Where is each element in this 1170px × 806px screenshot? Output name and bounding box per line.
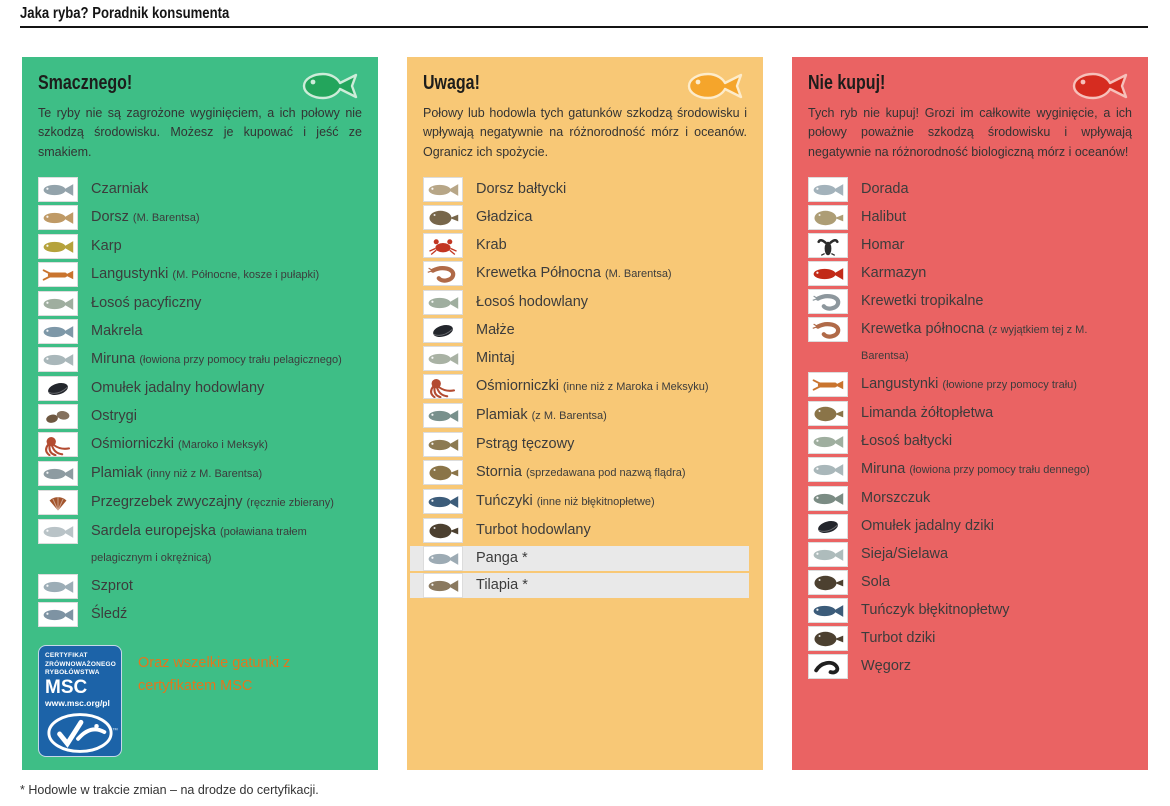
panel-title: Uwaga! — [423, 72, 480, 94]
fish-note: (M. Barentsa) — [132, 212, 200, 225]
fish-icon — [38, 574, 78, 599]
fish-list — [38, 177, 362, 627]
fish-icon — [808, 177, 848, 202]
fish-icon — [423, 290, 463, 315]
fish-note: (poławiana trałem pelagicznym i okrężnicą) — [91, 526, 307, 565]
langoustine-icon — [808, 372, 848, 397]
fish-name: Tilapia * — [476, 577, 528, 594]
flatfish-icon — [423, 518, 463, 543]
footnote: * Hodowle w trakcie zmian – na drodze do certyfikacji. — [20, 783, 319, 797]
fish-icon — [38, 319, 78, 344]
msc-url: www.msc.org/pl — [45, 698, 110, 709]
msc-section — [38, 645, 362, 757]
fish-name: Ośmiorniczki (inne niż z Maroka i Meksyku) — [476, 378, 709, 395]
fish-name: Krewetki tropikalne — [861, 293, 984, 310]
fish-icon — [808, 598, 848, 623]
fish-note: (M. Północne, kosze i pułapki) — [172, 269, 320, 282]
msc-cert-text: CERTYFIKAT ZRÓWNOWAŻONEGO RYBOŁÓWSTWA — [45, 652, 117, 676]
fish-name: Tuńczyki (inne niż błękitnopłetwe) — [476, 493, 655, 510]
list-item — [808, 261, 1132, 286]
fish-icon — [38, 461, 78, 486]
fish-name: Omułek jadalny dziki — [861, 518, 994, 535]
fish-note: (inne niż z Maroka i Meksyku) — [563, 381, 709, 394]
fish-icon — [423, 346, 463, 371]
list-item — [410, 546, 749, 571]
fish-note: (inny niż z M. Barentsa) — [146, 468, 263, 481]
langoustine-icon — [38, 262, 78, 287]
eel-icon — [808, 654, 848, 679]
fish-list — [423, 177, 747, 598]
list-item — [808, 233, 1132, 258]
fish-name: Sardela europejska (poławiana trałem pelagicznym i okrężnicą) — [91, 523, 307, 565]
list-item — [38, 461, 362, 487]
fish-icon — [808, 429, 848, 454]
panel-title: Smacznego! — [38, 72, 133, 94]
fish-icon — [423, 403, 463, 428]
list-item — [808, 205, 1132, 230]
list-item — [808, 429, 1132, 454]
list-item — [423, 318, 747, 343]
msc-logo — [38, 645, 122, 757]
fish-name: Sieja/Sielawa — [861, 546, 949, 563]
fish-name: Czarniak — [91, 181, 149, 198]
panel-good — [22, 57, 378, 770]
fish-name: Pstrąg tęczowy — [476, 436, 575, 453]
fish-name: Krewetka Północna (M. Barentsa) — [476, 265, 672, 282]
fish-name: Panga * — [476, 550, 528, 567]
list-item — [808, 598, 1132, 623]
list-item — [38, 291, 362, 316]
panel-warning — [407, 57, 763, 770]
fish-icon — [423, 546, 463, 571]
panel-dont-buy — [792, 57, 1148, 770]
fish-note: (łowiona przy pomocy trału pelagicznego) — [139, 354, 342, 367]
list-item — [423, 177, 747, 202]
lobster-icon — [808, 233, 848, 258]
fish-name: Węgorz — [861, 658, 911, 675]
panel-intro: Te ryby nie są zagrożone wyginięciem, a ich połowy nie szkodzą środowisku. Możesz je kupować i jeść ze smakiem. — [38, 106, 362, 159]
fish-name: Łosoś bałtycki — [861, 433, 953, 450]
fish-icon — [38, 291, 78, 316]
fish-note: (sprzedawana pod nazwą flądra) — [525, 467, 686, 480]
fish-name: Łosoś hodowlany — [476, 294, 589, 311]
fish-note: (z M. Barentsa) — [531, 410, 607, 423]
shrimp-icon — [808, 317, 848, 342]
fish-name: Omułek jadalny hodowlany — [91, 380, 265, 397]
panel-intro: Połowy lub hodowla tych gatunków szkodzą środowisku i wpływają negatywnie na różnorodność mórz i oceanów. Ogranicz ich spożycie. — [423, 106, 747, 159]
list-item — [808, 401, 1132, 426]
fish-name: Halibut — [861, 209, 907, 226]
list-item — [808, 542, 1132, 567]
fish-name: Szprot — [91, 578, 133, 595]
fish-name: Krewetka północna (z wyjątkiem tej z M. Barentsa) — [861, 321, 1088, 363]
shrimp-icon — [808, 289, 848, 314]
list-item — [808, 626, 1132, 651]
fish-icon — [38, 234, 78, 259]
fish-name: Plamiak (z M. Barentsa) — [476, 407, 607, 424]
fish-name: Langustynki (M. Północne, kosze i pułapki) — [91, 266, 320, 283]
page-header — [20, 5, 1148, 28]
fish-icon — [38, 177, 78, 202]
fish-note: (łowione przy pomocy trału) — [942, 379, 1077, 392]
oyster-icon — [38, 404, 78, 429]
fish-name: Karmazyn — [861, 265, 927, 282]
list-item — [808, 317, 1132, 369]
fish-note: (z wyjątkiem tej z M. Barentsa) — [861, 324, 1088, 363]
fish-name: Miruna (łowiona przy pomocy trału dennego) — [861, 461, 1090, 478]
page-title: Jaka ryba? Poradnik konsumenta — [20, 5, 230, 22]
fish-icon — [423, 573, 463, 598]
fish-name: Turbot hodowlany — [476, 522, 591, 539]
panel-intro: Tych ryb nie kupuj! Grozi im całkowite wyginięcie, a ich połowy poważnie szkodzą środowisku i wpływają negatywnie na różnorodność biologiczną mórz i oceanów! — [808, 106, 1132, 159]
fish-icon — [38, 205, 78, 230]
list-item — [38, 234, 362, 259]
fish-name: Dorada — [861, 181, 909, 198]
fish-name: Przegrzebek zwyczajny (ręcznie zbierany) — [91, 494, 334, 511]
fish-icon — [423, 432, 463, 457]
fish-name: Homar — [861, 237, 905, 254]
list-item — [423, 233, 747, 258]
fish-name: Stornia (sprzedawana pod nazwą flądra) — [476, 464, 686, 481]
list-item — [808, 372, 1132, 398]
list-item — [410, 573, 749, 598]
msc-acronym: MSC — [45, 677, 88, 699]
fish-name: Miruna (łowiona przy pomocy trału pelagicznego) — [91, 351, 342, 368]
shrimp-icon — [423, 261, 463, 286]
fish-name: Limanda żółtopłetwa — [861, 405, 994, 422]
fish-icon — [808, 261, 848, 286]
list-item — [38, 177, 362, 202]
fish-icon — [423, 489, 463, 514]
fish-name: Makrela — [91, 323, 143, 340]
list-item — [38, 519, 362, 571]
fish-icon — [808, 542, 848, 567]
list-item — [38, 347, 362, 373]
fish-name: Ośmiorniczki (Maroko i Meksyk) — [91, 436, 268, 453]
fish-icon — [808, 457, 848, 482]
fish-name: Gładzica — [476, 209, 533, 226]
fish-name: Łosoś pacyficzny — [91, 295, 202, 312]
list-item — [38, 205, 362, 231]
list-item — [808, 514, 1132, 539]
list-item — [38, 490, 362, 516]
list-item — [423, 518, 747, 543]
list-item — [38, 602, 362, 627]
fish-icon — [423, 177, 463, 202]
fish-name: Karp — [91, 238, 122, 255]
crab-icon — [423, 233, 463, 258]
list-item — [38, 432, 362, 458]
list-item — [808, 289, 1132, 314]
list-item — [38, 262, 362, 288]
list-item — [38, 319, 362, 344]
fish-name: Sola — [861, 574, 891, 591]
msc-caption: Oraz wszelkie gatunki z certyfikatem MSC — [138, 655, 291, 694]
fish-name: Tuńczyk błękitnopłetwy — [861, 602, 1010, 619]
fish-icon — [683, 69, 749, 103]
list-item — [423, 346, 747, 371]
fish-name: Plamiak (inny niż z M. Barentsa) — [91, 465, 263, 482]
list-item — [808, 177, 1132, 202]
list-item — [423, 489, 747, 515]
mussel-icon — [808, 514, 848, 539]
fish-note: (Maroko i Meksyk) — [178, 439, 268, 452]
fish-note: (M. Barentsa) — [604, 268, 672, 281]
list-item — [808, 486, 1132, 511]
flatfish-icon — [808, 570, 848, 595]
fish-name: Śledź — [91, 606, 128, 623]
flatfish-icon — [423, 460, 463, 485]
fish-icon — [38, 347, 78, 372]
octopus-icon — [38, 432, 78, 457]
fish-name: Małże — [476, 322, 515, 339]
flatfish-icon — [808, 205, 848, 230]
list-item — [423, 432, 747, 457]
fish-name: Mintaj — [476, 350, 515, 367]
msc-fish-check-icon — [45, 710, 115, 756]
fish-name: Krab — [476, 237, 507, 254]
list-item — [423, 403, 747, 429]
fish-name: Langustynki (łowione przy pomocy trału) — [861, 376, 1077, 393]
list-item — [423, 205, 747, 230]
list-item — [423, 261, 747, 287]
fish-note: (łowiona przy pomocy trału dennego) — [909, 464, 1090, 477]
mussel-icon — [38, 376, 78, 401]
list-item — [808, 654, 1132, 679]
fish-name: Turbot dziki — [861, 630, 936, 647]
flatfish-icon — [423, 205, 463, 230]
fish-icon — [38, 519, 78, 544]
fish-note: (ręcznie zbierany) — [246, 497, 334, 510]
fish-name: Morszczuk — [861, 490, 931, 507]
flatfish-icon — [808, 401, 848, 426]
fish-name: Ostrygi — [91, 408, 137, 425]
list-item — [808, 570, 1132, 595]
fish-icon — [1068, 69, 1134, 103]
list-item — [38, 376, 362, 401]
list-item — [423, 290, 747, 315]
panel-title: Nie kupuj! — [808, 72, 886, 94]
fish-name: Dorsz (M. Barentsa) — [91, 209, 200, 226]
list-item — [423, 460, 747, 486]
fish-icon — [298, 69, 364, 103]
msc-tm: ™ — [112, 728, 118, 735]
list-item — [423, 374, 747, 400]
list-item — [38, 574, 362, 599]
list-item — [38, 404, 362, 429]
list-item — [808, 457, 1132, 483]
fish-icon — [808, 486, 848, 511]
mussel-icon — [423, 318, 463, 343]
scallop-icon — [38, 490, 78, 515]
flatfish-icon — [808, 626, 848, 651]
fish-list — [808, 177, 1132, 679]
columns-container — [22, 57, 1148, 770]
fish-icon — [38, 602, 78, 627]
fish-note: (inne niż błękitnopłetwe) — [536, 496, 655, 509]
fish-name: Dorsz bałtycki — [476, 181, 567, 198]
octopus-icon — [423, 374, 463, 399]
